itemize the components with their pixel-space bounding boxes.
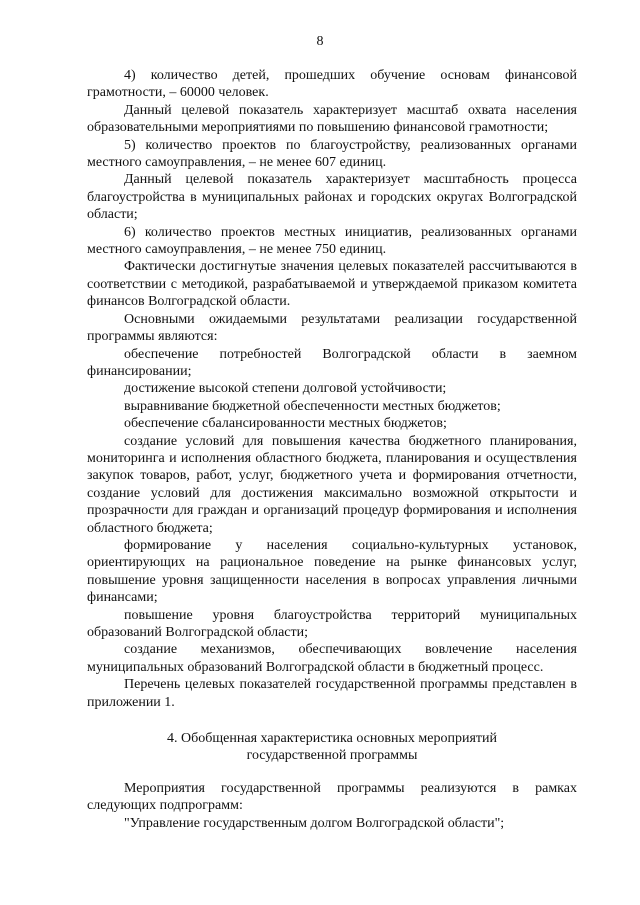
document-body — [87, 67, 577, 832]
paragraph: 4) количество детей, прошедших обучение основам финансовой грамотности, – 60000 человек. — [87, 68, 577, 101]
list-item: обеспечение сбалансированности местных бюджетов; — [124, 416, 447, 432]
section-heading — [87, 730, 577, 764]
list-item: повышение уровня благоустройства территорий муниципальных образований Волгоградской области; — [87, 607, 577, 640]
page-number: 8 — [316, 34, 324, 49]
paragraph: 5) количество проектов по благоустройству, реализованных органами местного самоуправления, – не менее 607 единиц. — [87, 137, 577, 171]
list-item: обеспечение потребностей Волгоградской области в заемном финансировании; — [87, 346, 577, 379]
list-item: формирование у населения социально-культурных установок, ориентирующих на рациональное поведение на рынке финансовых услуг, повышение уровня защищенности населения в вопросах управления личными финансами; — [87, 537, 577, 606]
paragraph: Перечень целевых показателей государственной программы представлен в приложении 1. — [87, 677, 577, 710]
paragraph: Фактически достигнутые значения целевых показателей рассчитываются в соответствии с методикой, разрабатываемой и утверждаемой приказом комитета финансов Волгоградской области. — [87, 259, 577, 310]
paragraph: Мероприятия государственной программы реализуются в рамках следующих подпрограмм: — [87, 781, 577, 814]
section-heading-line: государственной программы — [246, 748, 418, 764]
list-item: выравнивание бюджетной обеспеченности местных бюджетов; — [124, 398, 501, 414]
paragraph: Данный целевой показатель характеризует масштаб охвата населения образовательными мероприятиями по повышению финансовой грамотности; — [87, 102, 577, 136]
paragraph: 6) количество проектов местных инициатив, реализованных органами местного самоуправления, – не менее 750 единиц. — [87, 224, 577, 258]
list-item: достижение высокой степени долговой устойчивости; — [124, 381, 447, 397]
section-heading-line: 4. Обобщенная характеристика основных мероприятий — [167, 731, 497, 747]
paragraph: Основными ожидаемыми результатами реализации государственной программы являются: — [87, 311, 577, 345]
paragraph: Данный целевой показатель характеризует масштабность процесса благоустройства в муниципальных районах и городских округах Волгоградской области; — [87, 172, 577, 223]
list-item: создание условий для повышения качества бюджетного планирования, мониторинга и исполнения областного бюджета, планирования и осуществления закупок товаров, работ, услуг, бюджетного учета и формирования отчетности, создание условий для достижения максимально возможной открытости и прозрачности для граждан и организаций процедур формирования и исполнения областного бюджета; — [87, 433, 577, 536]
paragraph: "Управление государственным долгом Волгоградской области"; — [124, 815, 505, 831]
list-item: создание механизмов, обеспечивающих вовлечение населения муниципальных образований Волгоградской области в бюджетный процесс. — [87, 642, 577, 675]
